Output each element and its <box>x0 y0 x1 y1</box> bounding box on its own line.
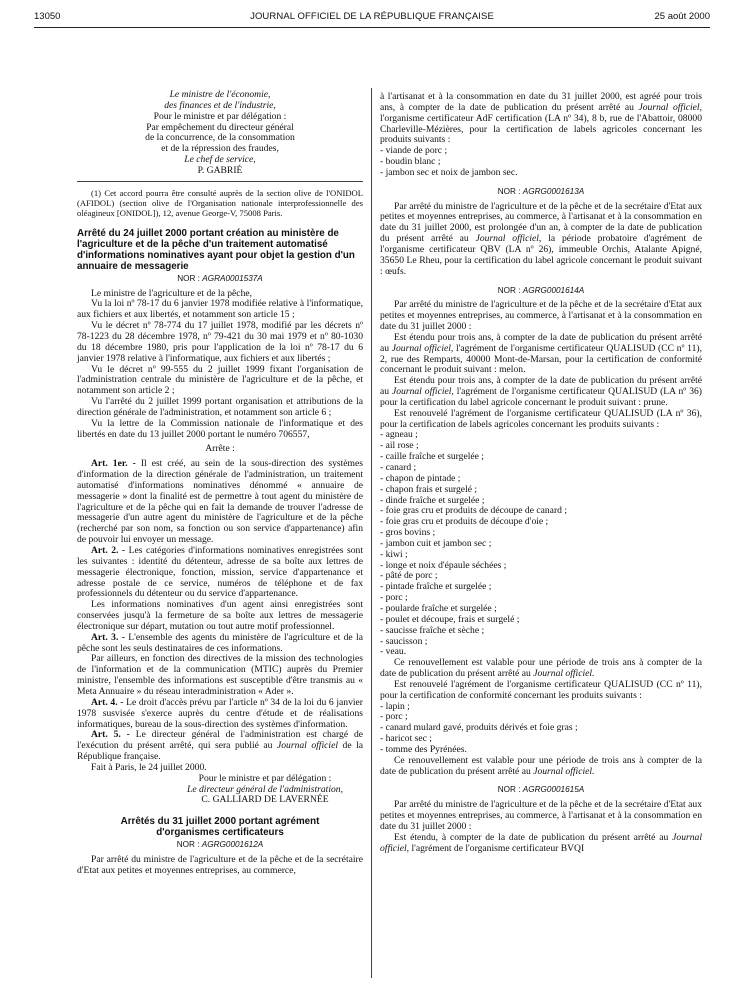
list-item: - canard mulard gavé, produits dérivés et foie gras ; <box>380 722 578 734</box>
signatory-name: C. GALLIARD DE LAVERNÉE <box>201 794 329 806</box>
list-item: - kiwi ; <box>380 548 408 560</box>
sig-line: Le ministre de l'économie, <box>169 89 271 100</box>
paragraph <box>380 202 702 278</box>
text: l'agrément de l'organisme certificateur QUALISUD (LA nº 36) pour la certification du label agricole concernant le produit suivant : prune. <box>380 386 702 408</box>
article-text: Le droit d'accès prévu par l'article nº 34 de la loi du 6 janvier 1978 susvisée s'exerce auprès du centre d'étude et de réalisations informatiques, bureau de la sous-direction des systèmes d'information. <box>77 696 363 730</box>
paragraph <box>380 756 702 778</box>
paragraph: Vu la lettre de la Commission nationale de l'informatique et des libertés en date du 13 juillet 2000 portant le numéro 706557, <box>77 417 363 440</box>
paragraph <box>380 333 702 376</box>
done-at: Fait à Paris, le 24 juillet 2000. <box>91 761 207 773</box>
article-text: Les catégories d'informations nominatives enregistrées sont les suivantes : identité du détenteur, adresse de sa boîte aux lettres de messagerie électronique, fonction, mission, service d'appartenance et adresse postale de ce service, numéros de téléphone et de fax professionnels du détenteur ou du service d'appartenance. <box>77 545 363 600</box>
list-item: - saucisse fraîche et sèche ; <box>380 624 485 636</box>
page-number: 13050 <box>34 11 61 22</box>
journal-ref: Journal officiel, <box>380 831 702 854</box>
article-label: Art. 1er. - <box>91 458 136 470</box>
paragraph: Vu la loi nº 78-17 du 6 janvier 1978 modifiée relative à l'informatique, aux fichiers et aux libertés, et notamment son article 15 ; <box>77 298 363 321</box>
sig-line: et de la répression des fraudes, <box>161 143 279 155</box>
paragraph: Est renouvelé l'agrément de l'organisme certificateur QUALISUD (LA nº 36), pour la certification de labels agricoles concernant les produits suivants : <box>380 407 702 430</box>
article-5 <box>77 730 363 763</box>
nor-code: AGRG0001613A <box>522 186 585 196</box>
sig-line: Le directeur général de l'administration, <box>187 783 343 795</box>
nor-code: AGRG0001615A <box>522 785 585 795</box>
paragraph: Par arrêté du ministre de l'agriculture et de la pêche et de la secrétaire d'Etat aux petites et moyennes entreprises, au commerce, à l'artisanat et à la consommation en date du 31 juillet 2000 : <box>380 799 702 832</box>
sig-line: des finances et de l'industrie, <box>164 99 276 111</box>
list-item: - saucisson ; <box>380 635 428 647</box>
list-item: - poularde fraîche et surgelée ; <box>380 602 497 614</box>
sig-line: Pour le ministre et par délégation : <box>153 110 287 122</box>
article-text: Il est créé, au sein de la sous-direction des systèmes d'information de la direction générale de l'administration, un traitement automatisé d'informations nominatives dénommé « annuaire de messagerie » dont la finalité est de permettre à tout agent du ministère de l'agriculture et de la pêche qui en fait la demande de trouver l'adresse de messagerie d'un autre agent du ministère de l'agriculture et de la pêche (recherché par son nom, sa fonction ou son service d'appartenance) afin de pouvoir lui envoyer un message. <box>77 458 363 546</box>
nor-reference <box>380 187 702 198</box>
nor-label: NOR : <box>176 840 200 850</box>
list-item: - caille fraîche et surgelée ; <box>380 451 484 463</box>
nor-reference <box>77 840 363 851</box>
page-header <box>34 11 710 27</box>
signature-block-1 <box>77 90 363 177</box>
list-item: - dinde fraîche et surgelée ; <box>380 494 485 506</box>
list-item: - chapon de pintade ; <box>380 472 461 484</box>
text: Par arrêté du ministre de l'agriculture et de la pêche et de la secrétaire d'Etat aux petites et moyennes entreprises, au commerce, à l'artisanat et à la consommation en date du 31 juillet 2000, est prolongée d'un an, à compter de la date de publication du présent arrêté au <box>380 200 702 245</box>
text: l'organisme certificateur AdF certification (LA nº 34), 8 b, rue de l'Abattoir, 08000 Charleville-Mézières, pour la certification de labels agricoles concernant les produits suivants : <box>380 112 702 146</box>
paragraph <box>380 658 702 680</box>
column-divider <box>371 88 372 978</box>
article-2 <box>77 546 363 600</box>
text: l'agrément de l'organisme certificateur QUALISUD (CC nº 11), 2, rue des Remparts, 40000 Mont-de-Marsan, pour la certification de conformité concernant le produit suivant : melon. <box>380 342 702 376</box>
nor-label: NOR : <box>497 785 521 795</box>
list-item: - haricot sec ; <box>380 733 432 745</box>
list-item: - pintade fraîche et surgelée ; <box>380 581 492 593</box>
nor-reference <box>380 286 702 297</box>
paragraph: Est renouvelé l'agrément de l'organisme certificateur QUALISUD (CC nº 11), pour la certification de conformité concernant les produits suivants : <box>380 678 702 701</box>
journal-title: JOURNAL OFFICIEL DE LA RÉPUBLIQUE FRANÇAISE <box>250 11 494 22</box>
signature-block-2 <box>167 774 363 807</box>
nor-code: AGRA0001537A <box>202 273 263 283</box>
list-item: - pâté de porc ; <box>380 570 438 582</box>
list-item: - jambon sec et noix de jambon sec. <box>380 166 518 178</box>
nor-reference <box>77 274 363 285</box>
text: Est étendu pour trois ans, à compter de la date de publication du présent arrêté au <box>380 331 702 354</box>
journal-ref: Journal officiel. <box>533 765 595 777</box>
nor-label: NOR : <box>497 285 521 295</box>
article-1 <box>77 459 363 546</box>
paragraph: Par arrêté du ministre de l'agriculture et de la pêche et de la secrétaire d'Etat aux petites et moyennes entreprises, au commerce, à l'artisanat et à la consommation en date du 31 juillet 2000 : <box>380 299 702 333</box>
list-item: - porc ; <box>380 711 408 723</box>
article-label: Art. 5. - <box>91 729 130 741</box>
arrete-title: Arrêté du 24 juillet 2000 portant création au ministère de l'agriculture et de la pêche d'un traitement automatisé d'informations nominatives ayant pour objet la gestion d'un annuaire de messagerie <box>77 227 355 272</box>
paragraph: Par ailleurs, en fonction des directives de la mission des technologies de l'information et de la communication (MTIC) auprès du Premier ministre, l'ensemble des informations est susceptible d'être transmis au « Meta Annuaire » du réseau interadministration « Ader ». <box>77 653 363 697</box>
list-item: - foie gras cru et produits de découpe de canard ; <box>380 505 567 517</box>
article-label: Art. 4. - <box>91 696 124 708</box>
signatory-name: P. GABRIÉ <box>197 164 243 176</box>
article-4 <box>77 698 363 731</box>
list-item: - tomme des Pyrénées. <box>380 743 467 755</box>
list-item: - gros bovins ; <box>380 527 436 539</box>
product-list-3 <box>380 702 702 756</box>
list-item: - boudin blanc ; <box>380 156 441 168</box>
nor-code: AGRG0001612A <box>201 840 264 850</box>
text: Ce renouvellement est valable pour une période de trois ans à compter de la date de publication du présent arrêté au <box>380 754 702 777</box>
sig-line: Pour le ministre et par délégation : <box>198 772 332 784</box>
text: Ce renouvellement est valable pour une période de trois ans à compter de la date de publication du présent arrêté au <box>380 657 702 680</box>
article-label: Art. 2. - <box>91 545 126 556</box>
nor-reference <box>380 785 702 796</box>
journal-ref: Journal officiel, <box>392 386 454 398</box>
article-text: L'ensemble des agents du ministère de l'agriculture et de la pêche sont les seuls destinataires de ces informations. <box>77 631 363 654</box>
sig-line: de la concurrence, de la consommation <box>145 132 295 144</box>
list-item: - agneau ; <box>380 429 418 441</box>
text: l'agrément de l'organisme certificateur BVQI <box>411 842 585 854</box>
paragraph: Vu l'arrêté du 2 juillet 1999 portant organisation et attributions de la direction générale de l'administration, et notamment son article 6 ; <box>77 396 363 418</box>
sig-line: Le chef de service, <box>184 154 256 166</box>
list-item: - poulet et découpe, frais et surgelé ; <box>380 613 520 625</box>
list-item: - viande de porc ; <box>380 145 448 157</box>
journal-ref: Journal officiel, <box>391 342 454 354</box>
footnote-rule <box>77 181 363 182</box>
paragraph <box>380 833 702 855</box>
journal-ref: Journal officiel. <box>533 668 595 680</box>
nor-label: NOR : <box>177 273 200 283</box>
list-item: - foie gras cru et produits de découpe d'oie ; <box>380 516 549 528</box>
arrete-title: Arrêtés du 31 juillet 2000 portant agrément d'organismes certificateurs <box>120 816 320 839</box>
list-item: - ail rose ; <box>380 440 419 452</box>
list-item: - chapon frais et surgelé ; <box>380 483 478 495</box>
text: Est étendu, à compter de la date de publication du présent arrêté au <box>394 831 669 843</box>
article-3 <box>77 633 363 655</box>
journal-ref: Journal officiel <box>277 740 338 752</box>
paragraph: Le ministre de l'agriculture et de la pêche, <box>91 287 253 299</box>
sig-line: Par empêchement du directeur général <box>146 121 294 133</box>
list-item: - jambon cuit et jambon sec ; <box>380 537 492 549</box>
paragraph: Vu le décret nº 99-555 du 2 juillet 1999 fixant l'organisation de l'administration centrale du ministère de l'agriculture et de la pêche, et notamment son article 2 ; <box>77 363 363 397</box>
article-text: Le directeur général de l'administration est chargé de l'exécution du présent arrêté, qui sera publié au <box>77 729 363 752</box>
product-list-2 <box>380 430 702 658</box>
text: Est étendu pour trois ans, à compter de la date de publication du présent arrêté au <box>380 375 702 398</box>
list-item: - longe et noix d'épaule séchées ; <box>380 559 507 571</box>
paragraph: Les informations nominatives d'un agent ainsi enregistrées sont conservées jusqu'à la fermeture de sa boîte aux lettres de messagerie électronique sur départ, mutation ou tout autre motif professionnel. <box>77 599 363 632</box>
product-list-1 <box>380 146 702 179</box>
paragraph: Vu le décret nº 78-774 du 17 juillet 1978, modifié par les décrets nº 78-1223 du 28 décembre 1978, nº 79-421 du 30 mai 1979 et nº 80-1030 du 18 décembre 1980, pris pour l'application de la loi nº 78-17 du 6 janvier 1978 relative à l'informatique, aux fichiers et aux libertés ; <box>77 320 363 364</box>
paragraph <box>380 376 702 409</box>
list-item: - porc ; <box>380 592 408 604</box>
journal-ref: Journal officiel, <box>475 233 542 245</box>
nor-label: NOR : <box>497 186 521 196</box>
article-label: Art. 3. - <box>91 631 125 643</box>
text: la période probatoire d'agrément de l'organisme certificateur QBV (LA nº 26), immeuble Orchis, Atalante Apigné, 35650 Le Rheu, pour la certification du label agricole concernant le produit suivant : œufs. <box>380 233 702 277</box>
list-item: - canard ; <box>380 462 417 473</box>
paragraph: Par arrêté du ministre de l'agriculture et de la pêche et de la secrétaire d'Etat aux petites et moyennes entreprises, au commerce, <box>77 854 363 876</box>
footnote: (1) Cet accord pourra être consulté auprès de la section olive de l'ONIDOL (AFIDOL) (section olive de l'Organisation nationale interprofessionnelle des oléagineux [ONIDOL]), 12, avenue George-V, 75008 Paris. <box>77 187 363 218</box>
journal-ref: Journal officiel, <box>638 101 702 113</box>
left-column <box>77 90 363 877</box>
header-rule <box>34 27 710 28</box>
list-item: - veau. <box>380 646 407 658</box>
arrete-heading: Arrête : <box>205 443 235 455</box>
paragraph <box>380 92 702 146</box>
right-column <box>380 92 702 855</box>
text: à l'artisanat et à la consommation en date du 31 juillet 2000, est agréé pour trois ans, à compter de la date de publication du présent arrêté au <box>380 91 702 113</box>
nor-code: AGRG0001614A <box>522 285 585 295</box>
issue-date: 25 août 2000 <box>654 11 710 22</box>
list-item: - lapin ; <box>380 700 410 712</box>
article-text: de la République française. <box>77 740 363 763</box>
